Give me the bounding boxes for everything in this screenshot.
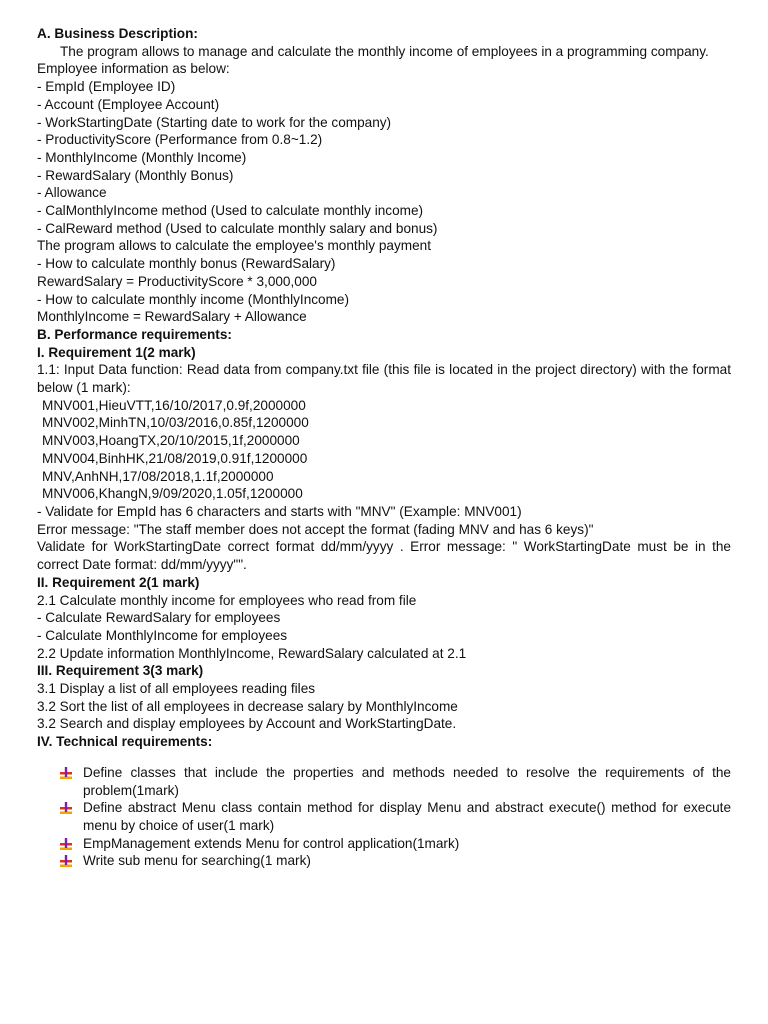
list-item xyxy=(37,799,731,834)
sample-data-line: MNV002,MinhTN,10/03/2016,0.85f,1200000 xyxy=(42,415,309,431)
list-item xyxy=(37,835,731,853)
text-line: - CalReward method (Used to calculate monthly salary and bonus) xyxy=(37,220,438,236)
sample-data-line: MNV001,HieuVTT,16/10/2017,0.9f,2000000 xyxy=(42,397,306,413)
validate-date-line: Validate for WorkStartingDate correct format dd/mm/yyyy . Error message: " WorkStartingDate must be in the correct Date format: dd/mm/yyyy"". xyxy=(37,539,731,573)
formula-line: RewardSalary = ProductivityScore * 3,000,000 xyxy=(37,273,317,289)
list-item-text: Define classes that include the properties and methods needed to resolve the requirements of the problem(1mark) xyxy=(83,764,731,798)
sample-data-line: MNV006,KhangN,9/09/2020,1.05f,1200000 xyxy=(42,486,303,502)
section-a-heading: A. Business Description: xyxy=(37,26,198,41)
text-line: Employee information as below: xyxy=(37,61,230,77)
requirement-2-heading: II. Requirement 2(1 mark) xyxy=(37,574,200,590)
text-line: - WorkStartingDate (Starting date to work for the company) xyxy=(37,114,392,130)
text-line: - Account (Employee Account) xyxy=(37,96,220,112)
text-line: The program allows to calculate the employee's monthly payment xyxy=(37,238,431,254)
technical-requirements-list xyxy=(37,764,731,870)
text-line: - Calculate RewardSalary for employees xyxy=(37,610,281,626)
list-item xyxy=(37,764,731,799)
requirement-3-heading: III. Requirement 3(3 mark) xyxy=(37,663,204,679)
text-line: 3.1 Display a list of all employees reading files xyxy=(37,681,316,697)
text-line: 2.2 Update information MonthlyIncome, RewardSalary calculated at 2.1 xyxy=(37,645,467,661)
technical-requirements-heading: IV. Technical requirements: xyxy=(37,734,213,750)
error-empid-line: Error message: "The staff member does not accept the format (fading MNV and has 6 keys)" xyxy=(37,521,594,537)
validate-empid-line: - Validate for EmpId has 6 characters and starts with "MNV" (Example: MNV001) xyxy=(37,503,522,519)
section-a-intro: The program allows to manage and calculate the monthly income of employees in a programming company. xyxy=(60,43,709,59)
list-item-text: EmpManagement extends Menu for control application(1mark) xyxy=(83,835,460,851)
sample-data-line: MNV003,HoangTX,20/10/2015,1f,2000000 xyxy=(42,433,300,449)
list-item xyxy=(37,852,731,870)
text-line: 3.2 Search and display employees by Account and WorkStartingDate. xyxy=(37,716,457,732)
section-b-heading: B. Performance requirements: xyxy=(37,326,232,342)
sample-data-line: MNV004,BinhHK,21/08/2019,0.91f,1200000 xyxy=(42,450,308,466)
arrow-cross-bullet-icon xyxy=(60,855,72,867)
text-line: - RewardSalary (Monthly Bonus) xyxy=(37,167,234,183)
arrow-cross-bullet-icon xyxy=(60,838,72,850)
list-item-text: Write sub menu for searching(1 mark) xyxy=(83,853,311,869)
arrow-cross-bullet-icon xyxy=(60,802,72,814)
formula-line: MonthlyIncome = RewardSalary + Allowance xyxy=(37,309,307,325)
text-line: - MonthlyIncome (Monthly Income) xyxy=(37,149,247,165)
text-line: - CalMonthlyIncome method (Used to calculate monthly income) xyxy=(37,203,424,219)
arrow-cross-bullet-icon xyxy=(60,767,72,779)
text-line: - EmpId (Employee ID) xyxy=(37,79,176,95)
list-item-text: Define abstract Menu class contain method for display Menu and abstract execute() method for execute menu by choice of user(1 mark) xyxy=(83,800,731,833)
text-line: - How to calculate monthly income (MonthlyIncome) xyxy=(37,291,350,307)
text-line: 3.2 Sort the list of all employees in decrease salary by MonthlyIncome xyxy=(37,698,458,714)
text-line: - Allowance xyxy=(37,185,107,201)
requirement-1-description: 1.1: Input Data function: Read data from company.txt file (this file is located in the project directory) with the format below (1 mark): xyxy=(37,362,731,396)
text-line: 2.1 Calculate monthly income for employees who read from file xyxy=(37,592,417,608)
sample-data-line: MNV,AnhNH,17/08/2018,1.1f,2000000 xyxy=(42,468,274,484)
requirement-1-heading: I. Requirement 1(2 mark) xyxy=(37,344,196,360)
document-body xyxy=(37,25,731,870)
text-line: - How to calculate monthly bonus (RewardSalary) xyxy=(37,256,336,272)
text-line: - Calculate MonthlyIncome for employees xyxy=(37,627,288,643)
text-line: - ProductivityScore (Performance from 0.8~1.2) xyxy=(37,132,323,148)
